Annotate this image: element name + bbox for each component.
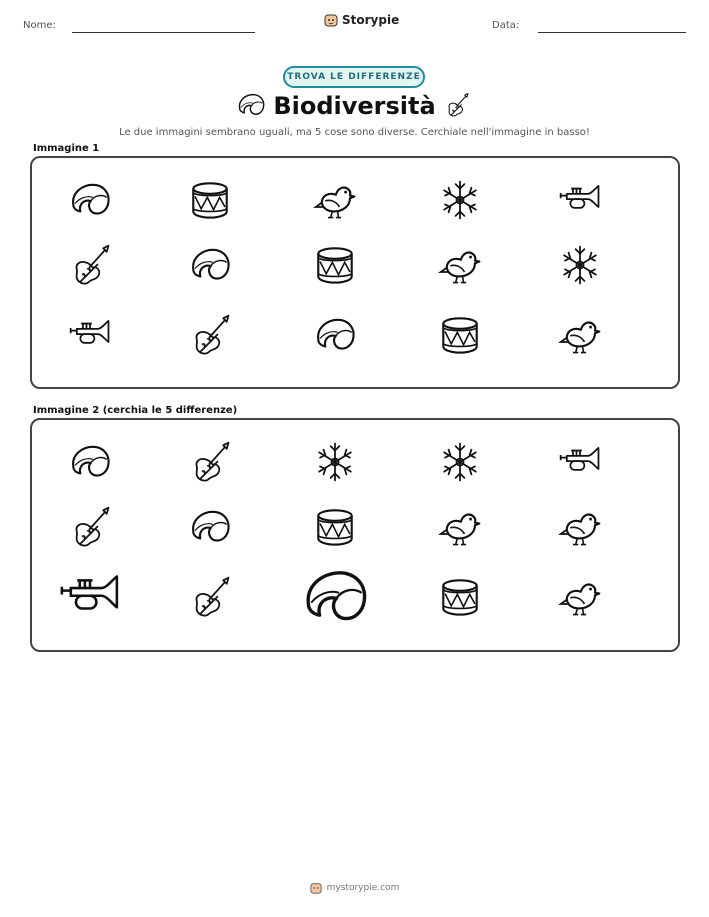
- brand-logo: [324, 13, 399, 27]
- instructions: Le due immagini sembrano uguali, ma 5 cose sono diverse. Cerchiale nell'immagine in basso!: [119, 127, 590, 138]
- activity-badge: TROVA LE DIFFERENZE: [283, 66, 425, 88]
- trumpet-icon: [68, 313, 112, 357]
- violin-icon: [444, 90, 470, 120]
- snowflake-icon[interactable]: [438, 440, 482, 484]
- toucan-beak-icon[interactable]: [300, 562, 370, 632]
- footer-url[interactable]: mystorypie.com: [326, 883, 400, 893]
- bird-icon[interactable]: [558, 575, 602, 619]
- drum-icon: [313, 243, 357, 287]
- picture1-label: Immagine 1: [33, 143, 100, 154]
- picture1-panel: [30, 156, 680, 389]
- picture2-panel[interactable]: [30, 418, 680, 652]
- violin-icon[interactable]: [188, 440, 232, 484]
- snowflake-icon[interactable]: [313, 440, 357, 484]
- picture2-label: Immagine 2 (cerchia le 5 differenze): [33, 405, 238, 416]
- storypie-logo-icon: [310, 882, 322, 894]
- toucan-beak-icon: [313, 313, 357, 357]
- violin-icon[interactable]: [68, 505, 112, 549]
- name-label: Nome:: [23, 20, 56, 31]
- violin-icon: [188, 313, 232, 357]
- bird-icon: [313, 178, 357, 222]
- page-title: Biodiversità: [273, 92, 436, 120]
- snowflake-icon: [438, 178, 482, 222]
- violin-icon: [68, 243, 112, 287]
- toucan-beak-icon: [68, 178, 112, 222]
- bird-icon: [438, 243, 482, 287]
- trumpet-icon[interactable]: [58, 565, 122, 629]
- toucan-beak-icon: [188, 243, 232, 287]
- storypie-logo-icon: [324, 13, 338, 27]
- footer: [0, 882, 709, 894]
- drum-icon[interactable]: [313, 505, 357, 549]
- drum-icon: [188, 178, 232, 222]
- date-label: Data:: [492, 20, 520, 31]
- bird-icon[interactable]: [438, 505, 482, 549]
- snowflake-icon: [558, 243, 602, 287]
- trumpet-icon: [558, 178, 602, 222]
- bird-icon: [558, 313, 602, 357]
- bird-icon[interactable]: [558, 505, 602, 549]
- drum-icon: [438, 313, 482, 357]
- name-field[interactable]: [72, 32, 255, 33]
- brand-name: Storypie: [342, 13, 400, 27]
- toucan-beak-icon[interactable]: [68, 440, 112, 484]
- trumpet-icon[interactable]: [558, 440, 602, 484]
- toucan-beak-icon[interactable]: [188, 505, 232, 549]
- violin-icon[interactable]: [188, 575, 232, 619]
- drum-icon[interactable]: [438, 575, 482, 619]
- date-field[interactable]: [538, 32, 686, 33]
